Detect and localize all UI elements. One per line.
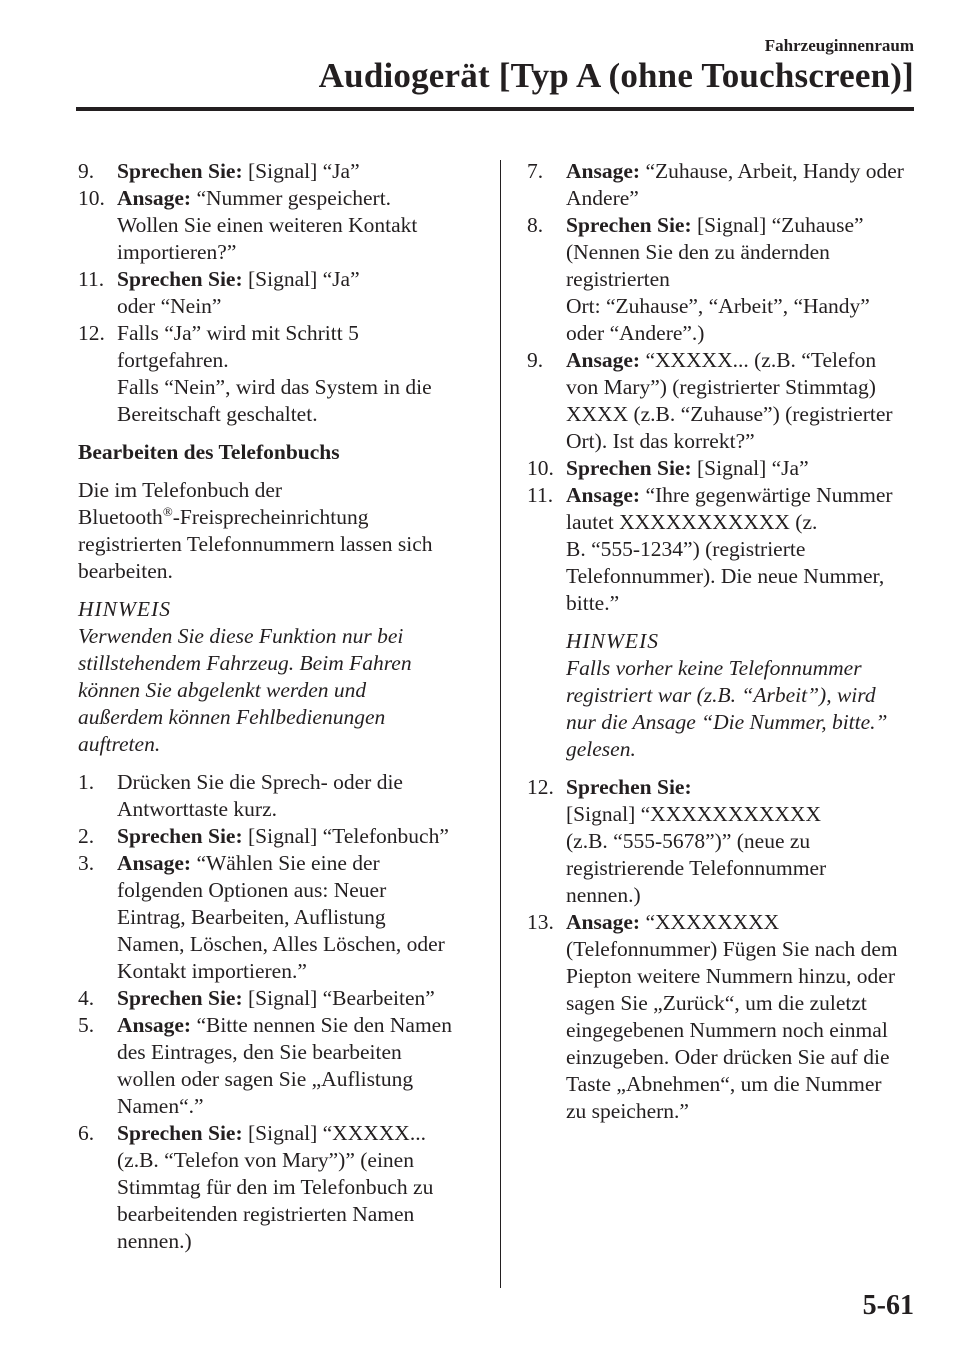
step-keyword: Sprechen Sie: [117, 159, 243, 183]
step-line [117, 823, 478, 850]
column-divider [500, 160, 501, 1288]
para-text: -Freisprecheinrichtung [172, 505, 369, 529]
step-text: Falls “Ja” wird mit Schritt 5 [117, 321, 359, 345]
step-number: 11. [527, 483, 554, 507]
note-box [78, 596, 478, 758]
step-keyword: Ansage: [566, 910, 641, 934]
step-text: zu speichern.” [566, 1099, 689, 1123]
step-line [117, 769, 478, 796]
intro-paragraph [78, 477, 478, 585]
list-item [527, 158, 922, 212]
step-number: 9. [527, 348, 544, 372]
step-text: Kontakt importieren.” [117, 959, 307, 983]
step-text: Namen, Löschen, Alles Löschen, oder [117, 932, 445, 956]
step-text: oder “Andere”.) [566, 321, 705, 345]
step-text: Eintrag, Bearbeiten, Auflistung [117, 905, 386, 929]
step-line [117, 985, 478, 1012]
step-line [117, 1147, 478, 1174]
note-line: Verwenden Sie diese Funktion nur bei [78, 624, 404, 648]
step-keyword: Sprechen Sie: [566, 456, 692, 480]
step-text: (Telefonnummer) Fügen Sie nach dem [566, 937, 898, 961]
list-item [527, 347, 922, 455]
step-line [117, 401, 478, 428]
step-line [566, 909, 922, 936]
step-line [566, 509, 922, 536]
section-heading: Bearbeiten des Telefonbuchs [78, 440, 340, 464]
step-text: bitte.” [566, 591, 620, 615]
list-item [527, 212, 922, 347]
step-line [117, 347, 478, 374]
step-line [117, 904, 478, 931]
step-line [117, 1174, 478, 1201]
step-number: 9. [78, 159, 95, 183]
step-number: 3. [78, 851, 95, 875]
step-line [566, 185, 922, 212]
step-line [566, 293, 922, 320]
list-item [78, 850, 478, 985]
step-text: “XXXXXXXX [640, 910, 780, 934]
step-line [117, 239, 478, 266]
step-line [117, 1228, 478, 1255]
list-item [527, 774, 922, 909]
step-line [566, 774, 922, 801]
step-text: fortgefahren. [117, 348, 229, 372]
step-line [566, 428, 922, 455]
step-number: 12. [527, 775, 554, 799]
page-title: Audiogerät [Typ A (ohne Touchscreen)] [318, 56, 914, 95]
list-item [78, 985, 478, 1012]
step-number: 2. [78, 824, 95, 848]
step-text: Taste „Abnehmen“, um die Nummer [566, 1072, 882, 1096]
list-item [78, 185, 478, 266]
step-line [117, 1012, 478, 1039]
step-text: [Signal] “Ja” [242, 267, 360, 291]
note-line: können Sie abgelenkt werden und [78, 678, 367, 702]
step-text: “Ihre gegenwärtige Nummer [640, 483, 893, 507]
step-number: 7. [527, 159, 544, 183]
step-number: 10. [78, 186, 105, 210]
step-number: 8. [527, 213, 544, 237]
step-text: wollen oder sagen Sie „Auflistung [117, 1067, 414, 1091]
step-line [566, 455, 922, 482]
step-line [117, 931, 478, 958]
step-line [566, 212, 922, 239]
step-text: Falls “Nein”, wird das System in die [117, 375, 432, 399]
step-text: [Signal] “XXXXXXXXXXX [566, 802, 821, 826]
step-text: Stimmtag für den im Telefonbuch zu [117, 1175, 434, 1199]
step-text: “Zuhause, Arbeit, Handy oder [640, 159, 904, 183]
step-number: 1. [78, 770, 95, 794]
page-number: 5-61 [862, 1290, 914, 1321]
note-line: Falls vorher keine Telefonnummer [566, 656, 862, 680]
step-text: [Signal] “Telefonbuch” [242, 824, 449, 848]
step-text: (z.B. “555-5678”)” (neue zu [566, 829, 811, 853]
note-line: auftreten. [78, 732, 161, 756]
step-keyword: Sprechen Sie: [117, 267, 243, 291]
list-item [78, 1012, 478, 1120]
step-line [566, 1044, 922, 1071]
list-item [527, 482, 922, 617]
step-keyword: Sprechen Sie: [117, 824, 243, 848]
step-line [117, 1093, 478, 1120]
step-number: 5. [78, 1013, 95, 1037]
step-text: nennen.) [566, 883, 641, 907]
step-text: sagen Sie „Zurück“, um die zuletzt [566, 991, 867, 1015]
note-line: stillstehendem Fahrzeug. Beim Fahren [78, 651, 412, 675]
right-column [527, 158, 922, 1125]
step-text: registrierten [566, 267, 670, 291]
note-line: nur die Ansage “Die Nummer, bitte.” [566, 710, 888, 734]
step-keyword: Sprechen Sie: [117, 986, 243, 1010]
step-text: XXXX (z.B. “Zuhause”) (registrierter [566, 402, 893, 426]
step-line [566, 936, 922, 963]
step-line [117, 796, 478, 823]
registered-mark: ® [162, 503, 173, 519]
step-number: 11. [78, 267, 105, 291]
step-line [566, 266, 922, 293]
step-line [117, 320, 478, 347]
step-text: “Nummer gespeichert. [191, 186, 392, 210]
step-text: (z.B. “Telefon von Mary”)” (einen [117, 1148, 414, 1172]
step-text: Andere” [566, 186, 639, 210]
step-line [117, 185, 478, 212]
right-steps-bottom [527, 774, 922, 1125]
left-steps-bottom [78, 769, 478, 1255]
step-text: des Eintrages, den Sie bearbeiten [117, 1040, 402, 1064]
step-text: registrierende Telefonnummer [566, 856, 827, 880]
step-text: [Signal] “Ja” [691, 456, 809, 480]
right-steps-top [527, 158, 922, 617]
step-line [117, 374, 478, 401]
step-text: [Signal] “Zuhause” [691, 213, 864, 237]
header-rule [76, 107, 914, 111]
step-keyword: Sprechen Sie: [117, 1121, 243, 1145]
step-number: 10. [527, 456, 554, 480]
step-keyword: Ansage: [117, 851, 192, 875]
step-text: Ort: “Zuhause”, “Arbeit”, “Handy” [566, 294, 870, 318]
step-text: [Signal] “XXXXX... [242, 1121, 426, 1145]
step-line [117, 877, 478, 904]
step-text: folgenden Optionen aus: Neuer [117, 878, 387, 902]
left-column [78, 158, 478, 1255]
step-text: “XXXXX... (z.B. “Telefon [640, 348, 877, 372]
step-line [566, 882, 922, 909]
note-line: gelesen. [566, 737, 636, 761]
note-line: außerdem können Fehlbedienungen [78, 705, 386, 729]
step-number: 12. [78, 321, 105, 345]
step-text: bearbeitenden registrierten Namen [117, 1202, 415, 1226]
step-keyword: Ansage: [566, 483, 641, 507]
step-line [566, 401, 922, 428]
step-text: Wollen Sie einen weiteren Kontakt [117, 213, 418, 237]
step-line [117, 266, 478, 293]
list-item [78, 320, 478, 428]
list-item [78, 1120, 478, 1255]
step-text: Telefonnummer). Die neue Nummer, [566, 564, 885, 588]
step-line [566, 590, 922, 617]
step-line [566, 990, 922, 1017]
step-number: 6. [78, 1121, 95, 1145]
step-keyword: Ansage: [117, 186, 192, 210]
step-text: Ort). Ist das korrekt?” [566, 429, 755, 453]
step-line [117, 293, 478, 320]
step-number: 4. [78, 986, 95, 1010]
step-keyword: Ansage: [566, 159, 641, 183]
section-title: Fahrzeuginnenraum [764, 36, 914, 55]
list-item [527, 455, 922, 482]
para-line [78, 504, 478, 531]
step-text: Drücken Sie die Sprech- oder die [117, 770, 403, 794]
step-number: 13. [527, 910, 554, 934]
list-item [527, 909, 922, 1125]
step-text: [Signal] “Ja” [242, 159, 360, 183]
step-line [566, 1071, 922, 1098]
step-text: Bereitschaft geschaltet. [117, 402, 318, 426]
step-text: Piepton weitere Nummern hinzu, oder [566, 964, 895, 988]
note-label: HINWEIS [78, 597, 171, 621]
step-line [117, 1120, 478, 1147]
step-text: (Nennen Sie den zu ändernden [566, 240, 830, 264]
left-steps-top [78, 158, 478, 428]
step-line [566, 1017, 922, 1044]
step-text: Namen“.” [117, 1094, 204, 1118]
step-line [566, 536, 922, 563]
note-box [527, 628, 922, 763]
step-line [117, 212, 478, 239]
step-line [566, 963, 922, 990]
step-line [117, 958, 478, 985]
step-text: B. “555-1234”) (registrierte [566, 537, 806, 561]
para-brand: Bluetooth [78, 505, 163, 529]
list-item [78, 823, 478, 850]
step-line [566, 1098, 922, 1125]
step-keyword: Sprechen Sie: [566, 775, 692, 799]
step-text: Antworttaste kurz. [117, 797, 278, 821]
step-text: oder “Nein” [117, 294, 222, 318]
step-text: [Signal] “Bearbeiten” [242, 986, 435, 1010]
para-line: Die im Telefonbuch der [78, 478, 283, 502]
step-line [566, 482, 922, 509]
note-label: HINWEIS [566, 629, 659, 653]
step-line [566, 320, 922, 347]
step-line [566, 239, 922, 266]
step-keyword: Sprechen Sie: [566, 213, 692, 237]
step-line [566, 158, 922, 185]
step-text: “Wählen Sie eine der [191, 851, 380, 875]
step-line [566, 374, 922, 401]
list-item [78, 769, 478, 823]
step-text: nennen.) [117, 1229, 192, 1253]
step-line [566, 347, 922, 374]
step-text: lautet XXXXXXXXXXX (z. [566, 510, 818, 534]
step-line [117, 1066, 478, 1093]
step-line [566, 828, 922, 855]
step-keyword: Ansage: [117, 1013, 192, 1037]
step-line [117, 1039, 478, 1066]
para-line: bearbeiten. [78, 559, 173, 583]
list-item [78, 158, 478, 185]
step-line [566, 855, 922, 882]
step-keyword: Ansage: [566, 348, 641, 372]
step-line [117, 158, 478, 185]
step-line [117, 1201, 478, 1228]
step-text: “Bitte nennen Sie den Namen [191, 1013, 452, 1037]
note-line: registriert war (z.B. “Arbeit”), wird [566, 683, 876, 707]
step-text: einzugeben. Oder drücken Sie auf die [566, 1045, 890, 1069]
step-text: importieren?” [117, 240, 237, 264]
step-line [566, 563, 922, 590]
step-line [117, 850, 478, 877]
list-item [78, 266, 478, 320]
step-line [566, 801, 922, 828]
para-line: registrierten Telefonnummern lassen sich [78, 532, 433, 556]
step-text: von Mary”) (registrierter Stimmtag) [566, 375, 876, 399]
step-text: eingegebenen Nummern noch einmal [566, 1018, 888, 1042]
